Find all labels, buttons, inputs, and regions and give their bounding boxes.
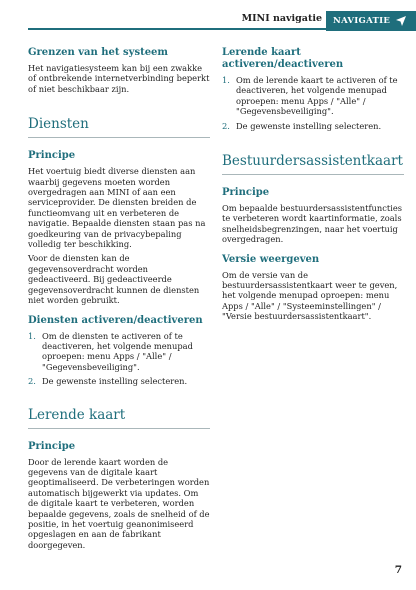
step-text: Om de diensten te activeren of te deactiveren, het volgende menupad oproepen: menu Apps / "Alle" / "Gegevensbeveiliging". [42, 330, 193, 372]
right-column [222, 40, 404, 322]
bestuurder-heading: Bestuurdersassistentkaart [222, 153, 404, 175]
section-tab [326, 11, 416, 31]
list-item [222, 121, 404, 131]
step-number: 1. [28, 330, 36, 341]
bestuurder-text: Om bepaalde bestuurdersassistentfuncties te verbeteren wordt kaartinformatie, zoals snelheidsbegrenzingen, naar het voertuig overgedragen. [222, 203, 403, 245]
step-number: 1. [222, 75, 230, 85]
diensten-principe-heading: Principe [28, 150, 76, 162]
list-item [28, 376, 210, 386]
limits-heading: Grenzen van het systeem [28, 47, 169, 58]
navigation-arrow-icon [395, 15, 407, 27]
diensten-heading: Diensten [28, 116, 210, 138]
header-rule [28, 28, 326, 30]
limits-text: Het navigatiesysteem kan bij een zwakke of ontbrekende internetverbinding beperkt of niet beschikbaar zijn. [28, 63, 210, 94]
diensten-paragraph-1: Het voertuig biedt diverse diensten aan waarbij gegevens moeten worden overgedragen aan MINI of aan een serviceprovider. De diensten breiden de functieomvang uit en verbeteren de navigatie. Bepaalde diensten staan pas na goedkeuring van de privacybepaling volledig ter beschikking. [28, 166, 206, 250]
chapter-title: MINI navigatie [241, 13, 322, 24]
step-text: Om de lerende kaart te activeren of te deactiveren, het volgende menupad oproepen: menu Apps / "Alle" / "Gegevensbeveiliging". [236, 75, 398, 117]
section-tab-label: NAVIGATIE [333, 16, 391, 26]
step-text: De gewenste instelling selecteren. [236, 120, 382, 131]
left-column [28, 40, 210, 550]
bestuurder-principe-heading: Principe [222, 187, 270, 199]
list-item [28, 331, 210, 373]
lerende-activate-heading: Lerende kaart activeren/deactiveren [222, 47, 344, 70]
lerende-steps [222, 75, 404, 131]
lerende-text: Door de lerende kaart worden de gegevens van de digitale kaart geoptimaliseerd. De verbeteringen worden automatisch bijgewerkt via updates. Om de digitale kaart te verbeteren, worden bepaalde gegevens, zoals de snelheid of de positie, in het voertuig geanonimiseerd opgeslagen en aan de fabrikant doorgegeven. [28, 456, 210, 550]
lerende-principe-heading: Principe [28, 440, 76, 452]
diensten-steps [28, 331, 210, 387]
step-number: 2. [28, 376, 36, 387]
page-number: 7 [394, 564, 402, 576]
step-number: 2. [222, 120, 230, 131]
step-text: De gewenste instelling selecteren. [42, 376, 188, 387]
version-heading: Versie weergeven [222, 253, 320, 265]
diensten-activate-heading: Diensten activeren/deactiveren [28, 314, 203, 326]
list-item [222, 75, 404, 117]
diensten-paragraph-2: Voor de diensten kan de gegevensoverdracht worden gedeactiveerd. Bij gedeactiveerde gegevensoverdracht kunnen de diensten niet worden gebruikt. [28, 253, 200, 306]
lerende-kaart-heading: Lerende kaart [28, 407, 210, 429]
version-text: Om de versie van de bestuurdersassistentkaart weer te geven, het volgende menupad oproepen: menu Apps / "Alle" / "Systeeminstellingen" / "Versie bestuurdersassistentkaart". [222, 269, 398, 322]
